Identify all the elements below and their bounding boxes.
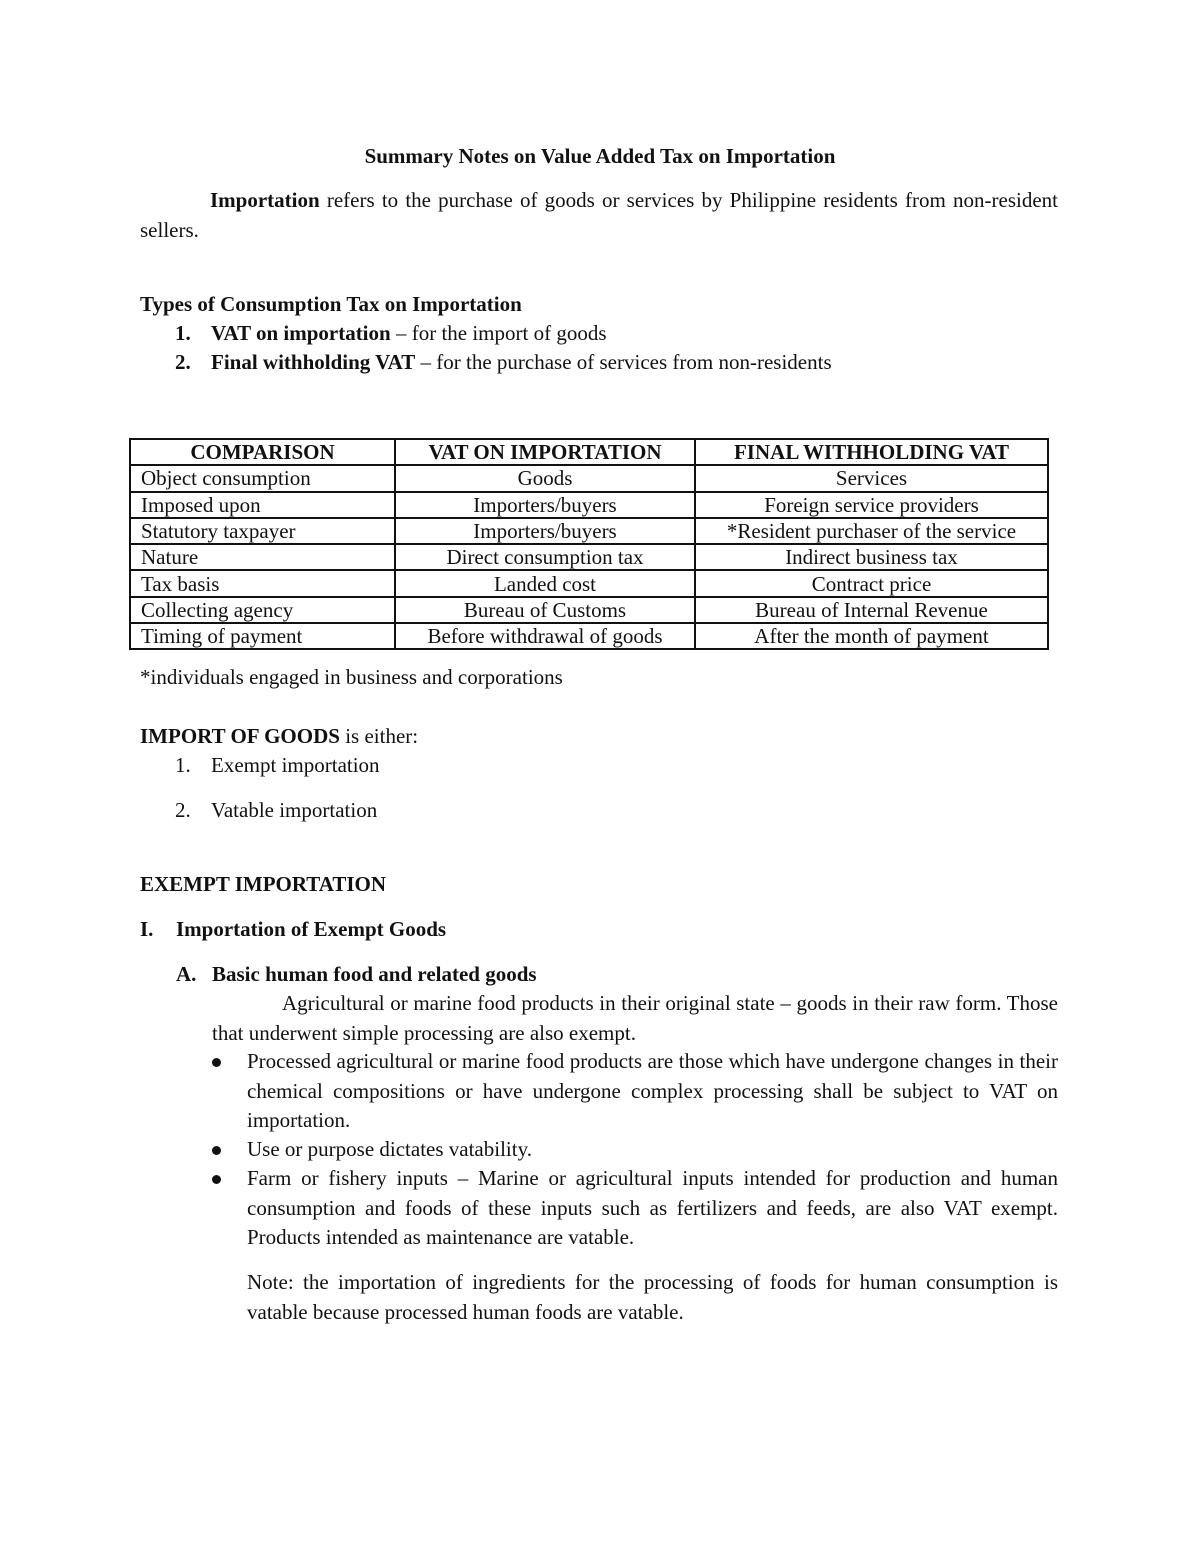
types-item-2 — [175, 348, 191, 376]
types-item-1-text: – for the import of goods — [390, 321, 607, 345]
table-cell: Collecting agency — [130, 597, 395, 623]
table-cell: After the month of payment — [695, 623, 1048, 649]
bullet-icon — [212, 1146, 221, 1155]
table-row — [130, 492, 1048, 518]
table-cell: Before withdrawal of goods — [395, 623, 695, 649]
bullet-icon — [212, 1175, 221, 1184]
table-cell: Goods — [395, 465, 695, 491]
table-cell: Foreign service providers — [695, 492, 1048, 518]
import-item-1-text: Exempt importation — [211, 753, 380, 777]
import-item-2-text: Vatable importation — [211, 798, 378, 822]
table-cell: Importers/buyers — [395, 492, 695, 518]
exempt-heading: EXEMPT IMPORTATION — [140, 872, 387, 896]
types-item-2-body — [211, 348, 832, 376]
table-cell: Timing of payment — [130, 623, 395, 649]
table-cell: Landed cost — [395, 570, 695, 596]
table-cell: Services — [695, 465, 1048, 491]
table-cell: Indirect business tax — [695, 544, 1048, 570]
table-cell: Bureau of Internal Revenue — [695, 597, 1048, 623]
import-goods-term: IMPORT OF GOODS — [140, 724, 340, 748]
table-row — [130, 518, 1048, 544]
section-num: I. — [140, 917, 154, 941]
exempt-paragraph: Agricultural or marine food products in their original state – goods in their raw form. Those that underwent simple processing are also exempt. — [212, 991, 1058, 1045]
table-row — [130, 465, 1048, 491]
page-title: Summary Notes on Value Added Tax on Importation — [364, 144, 836, 168]
types-item-1-body — [211, 319, 607, 347]
note-paragraph: Note: the importation of ingredients for the processing of foods for human consumption is vatable because processed human foods are vatable. — [247, 1270, 1058, 1324]
table-row — [130, 623, 1048, 649]
types-item-2-text: – for the purchase of services from non-residents — [415, 350, 832, 374]
table-cell: Statutory taxpayer — [130, 518, 395, 544]
import-goods-line — [140, 722, 418, 750]
table-cell: Tax basis — [130, 570, 395, 596]
table-cell: Direct consumption tax — [395, 544, 695, 570]
types-item-1-term: VAT on importation — [211, 321, 391, 345]
comparison-table — [129, 438, 1049, 650]
intro-paragraph — [140, 186, 1058, 245]
types-item-1-num: 1. — [175, 321, 191, 345]
table-header-row — [130, 439, 1048, 465]
bullet-icon — [212, 1058, 221, 1067]
table-header-cell: COMPARISON — [130, 439, 395, 465]
table-row — [130, 570, 1048, 596]
table-cell: Contract price — [695, 570, 1048, 596]
bullet-2-text: Use or purpose dictates vatability. — [247, 1137, 532, 1161]
import-item-1-num: 1. — [175, 753, 191, 777]
intro-term: Importation — [210, 188, 320, 212]
table-row — [130, 597, 1048, 623]
table-cell: Importers/buyers — [395, 518, 695, 544]
table-cell: Bureau of Customs — [395, 597, 695, 623]
table-cell: Imposed upon — [130, 492, 395, 518]
import-item-2-num: 2. — [175, 798, 191, 822]
table-row — [130, 544, 1048, 570]
types-item-2-term: Final withholding VAT — [211, 350, 416, 374]
intro-text: refers to the purchase of goods or services by Philippine residents from non-resident sellers. — [140, 188, 1058, 242]
bullet-1-text: Processed agricultural or marine food products are those which have undergone changes in their chemical compositions or have undergone complex processing shall be subject to VAT on importation. — [247, 1049, 1058, 1132]
table-header-cell: FINAL WITHHOLDING VAT — [695, 439, 1048, 465]
bullet-3-text: Farm or fishery inputs – Marine or agricultural inputs intended for production and human consumption and foods of these inputs such as fertilizers and feeds, are also VAT exempt. Products intended as maintenance are vatable. — [247, 1166, 1058, 1249]
types-heading: Types of Consumption Tax on Importation — [140, 292, 522, 316]
types-item-2-num: 2. — [175, 350, 191, 374]
table-cell: Object consumption — [130, 465, 395, 491]
types-item-1 — [175, 319, 191, 347]
table-footnote: *individuals engaged in business and corporations — [140, 665, 563, 689]
table-header-cell: VAT ON IMPORTATION — [395, 439, 695, 465]
subsection-num: A. — [176, 962, 197, 986]
section-title: Importation of Exempt Goods — [176, 917, 447, 941]
import-goods-text: is either: — [339, 724, 419, 748]
table-cell: *Resident purchaser of the service — [695, 518, 1048, 544]
table-cell: Nature — [130, 544, 395, 570]
subsection-title: Basic human food and related goods — [212, 962, 537, 986]
